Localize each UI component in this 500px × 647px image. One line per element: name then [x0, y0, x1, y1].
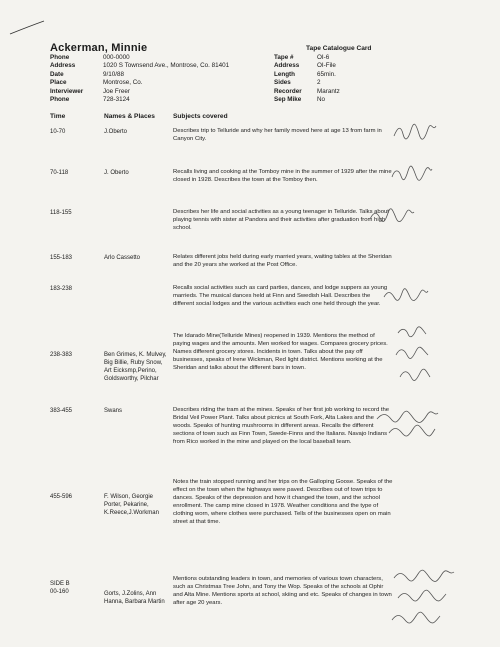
field-date: Date 9/10/88 [50, 70, 125, 78]
row-description: Mentions outstanding leaders in town, and memories of various town characters, such as Christmas Tree John, and Tony the Wop. Speaks of the schools at Ophir and Alta Mine. Mentions sports at school, skiing and etc. Speaks of changes in town after age 20 years. [173, 576, 392, 606]
column-header-time: Time [50, 113, 66, 120]
field-sep-mike: Sep Mike No [274, 95, 326, 103]
row-time: SIDE B 00-160 [50, 581, 70, 595]
field-interviewer-phone: Phone 728-3124 [50, 95, 130, 103]
row-description: Describes her life and social activities as a young teenager in Telluride. Talks about playing tennis with sister at Pandora and their activities after graduation from high school. [173, 209, 389, 231]
handwritten-note [368, 207, 416, 225]
handwritten-note [394, 325, 434, 387]
row-names: F. Wilson, Georgie Porter, Pekarine, K.Reece,J.Workman [104, 494, 159, 516]
handwritten-note [375, 409, 441, 439]
row-time: 183-238 [50, 286, 73, 292]
handwritten-note [390, 568, 458, 630]
handwritten-note [392, 122, 438, 142]
left-fields [50, 54, 229, 104]
row-description: Describes trip to Telluride and why her family moved here at age 13 from farm in Canyon City. [173, 128, 382, 142]
row-time: 455-596 [50, 494, 73, 500]
handwritten-note [390, 165, 434, 183]
row-description: Describes riding the tram at the mines. Speaks of her first job working to record the Bridal Veil Power Plant. Talks about picnics at South Fork, Alta Lakes and the woods. Speaks of hunting mushrooms in different areas. Recalls the different sections of town such as Finn Town, Swede-Finns and the Italians. Navajo Indians from Rico worked in the mine and played on the local baseball team. [173, 407, 390, 445]
row-names: Ben Grimes, K. Mulvey, Big Billie, Ruby Snow, Art Eicksmp,Perino, Goldsworthy, Pilchar [104, 352, 167, 382]
row-time: 155-183 [50, 255, 73, 261]
row-names: J. Oberto [104, 170, 129, 176]
field-address: Address 1020 S Townsend Ave., Montrose, Co. 81401 [50, 62, 230, 70]
interviewee-name: Ackerman, Minnie [50, 42, 148, 54]
field-length: Length 65min. [274, 70, 336, 78]
pen-scratch-mark [8, 18, 48, 38]
right-fields [274, 54, 340, 104]
row-time: 238-383 [50, 352, 73, 358]
column-header-subjects: Subjects covered [173, 113, 228, 120]
row-time: 118-155 [50, 210, 72, 216]
row-description: Relates different jobs held during early married years, waiting tables at the Sheridan and the 20 years she worked at the Post Office. [173, 254, 392, 268]
row-names: Swans [104, 408, 123, 414]
field-place: Place Montrose, Co. [50, 79, 143, 87]
row-description: Notes the train stopped running and her trips on the Galloping Goose. Speaks of the effect on the town when the highways were paved. Describes out of town trips to dances. Speaks of the depression and how it changed the town, and the school enrollment. The camp mine closed in 1978. Weather conditions and the type of clothing worn, where clothes were purchased. Tells of the businesses open on main street at that time. [173, 479, 393, 525]
card-title: Tape Catalogue Card [306, 45, 372, 52]
row-names: Arlo Cassetto [104, 255, 141, 261]
field-phone: Phone 000-0000 [50, 54, 130, 61]
row-names: Gorts, J.Zolins, Ann Hanna, Barbara Martin [104, 591, 165, 605]
field-interviewer: Interviewer Joe Freer [50, 87, 130, 95]
row-names: J.Oberto [104, 129, 128, 135]
row-description: Recalls living and cooking at the Tomboy mine in the summer of 1929 after the mine closed in 1928. Describes the town at the Tomboy then. [173, 169, 392, 183]
field-recorder: Recorder Marantz [274, 87, 340, 95]
handwritten-note [382, 287, 430, 305]
row-time: 10-70 [50, 129, 66, 135]
field-sides: Sides 2 [274, 79, 321, 87]
column-header-names: Names & Places [104, 113, 155, 120]
row-time: 383-455 [50, 408, 73, 414]
row-description: Recalls social activities such as card parties, dances, and lodge suppers as young marrieds. The musical dances held at Finn and Swedish Hall. Describes the different social lodges and the various activities each one held through the year. [173, 285, 388, 307]
field-tape-number: Tape # OI-6 [274, 54, 330, 61]
row-time: 70-118 [50, 170, 69, 176]
field-tape-address: Address OI-File [274, 62, 336, 70]
row-description: The Idarado Mine(Telluride Mines) reopened in 1939. Mentions the method of paying wages and the amounts. Men worked for wages. Compares grocery prices. Names different grocery stores. Incidents in town. Talks about the pay off businesses, speaks of Irene Wickman, Red light district. Mentions working at the Sheridan and talks about the different bars in town. [173, 333, 388, 371]
